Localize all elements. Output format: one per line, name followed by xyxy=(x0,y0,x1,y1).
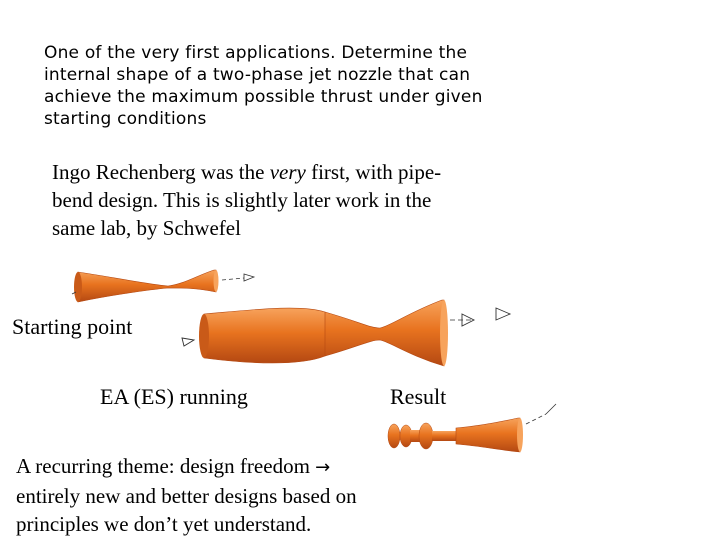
history-text-pre: Ingo Rechenberg was the xyxy=(52,160,270,184)
history-line-2: bend design. This is slightly later work in the xyxy=(52,188,432,212)
running-nozzle-image xyxy=(180,286,520,380)
conclusion-line-3: principles we don’t yet understand. xyxy=(16,512,312,536)
intro-paragraph xyxy=(44,42,604,130)
history-paragraph xyxy=(52,158,522,242)
intro-line-1: One of the very first applications. Determine the xyxy=(44,43,468,63)
conclusion-paragraph xyxy=(16,452,436,538)
conclusion-line-2: entirely new and better designs based on xyxy=(16,484,357,508)
history-emphasis: very xyxy=(269,160,306,184)
intro-line-2: internal shape of a two-phase jet nozzle that can xyxy=(44,65,471,85)
history-line-3: same lab, by Schwefel xyxy=(52,216,241,240)
conclusion-line-1 xyxy=(16,452,436,482)
history-line-1 xyxy=(52,158,522,186)
ea-running-label: EA (ES) running xyxy=(100,384,248,409)
starting-point-label: Starting point xyxy=(12,314,133,339)
intro-line-3: achieve the maximum possible thrust under given xyxy=(44,87,483,107)
conclusion-text: A recurring theme: design freedom xyxy=(16,454,316,478)
right-arrow-icon: → xyxy=(315,457,331,478)
intro-line-4: starting conditions xyxy=(44,109,207,129)
result-label: Result xyxy=(390,384,447,409)
history-text-post: first, with pipe- xyxy=(305,160,442,184)
